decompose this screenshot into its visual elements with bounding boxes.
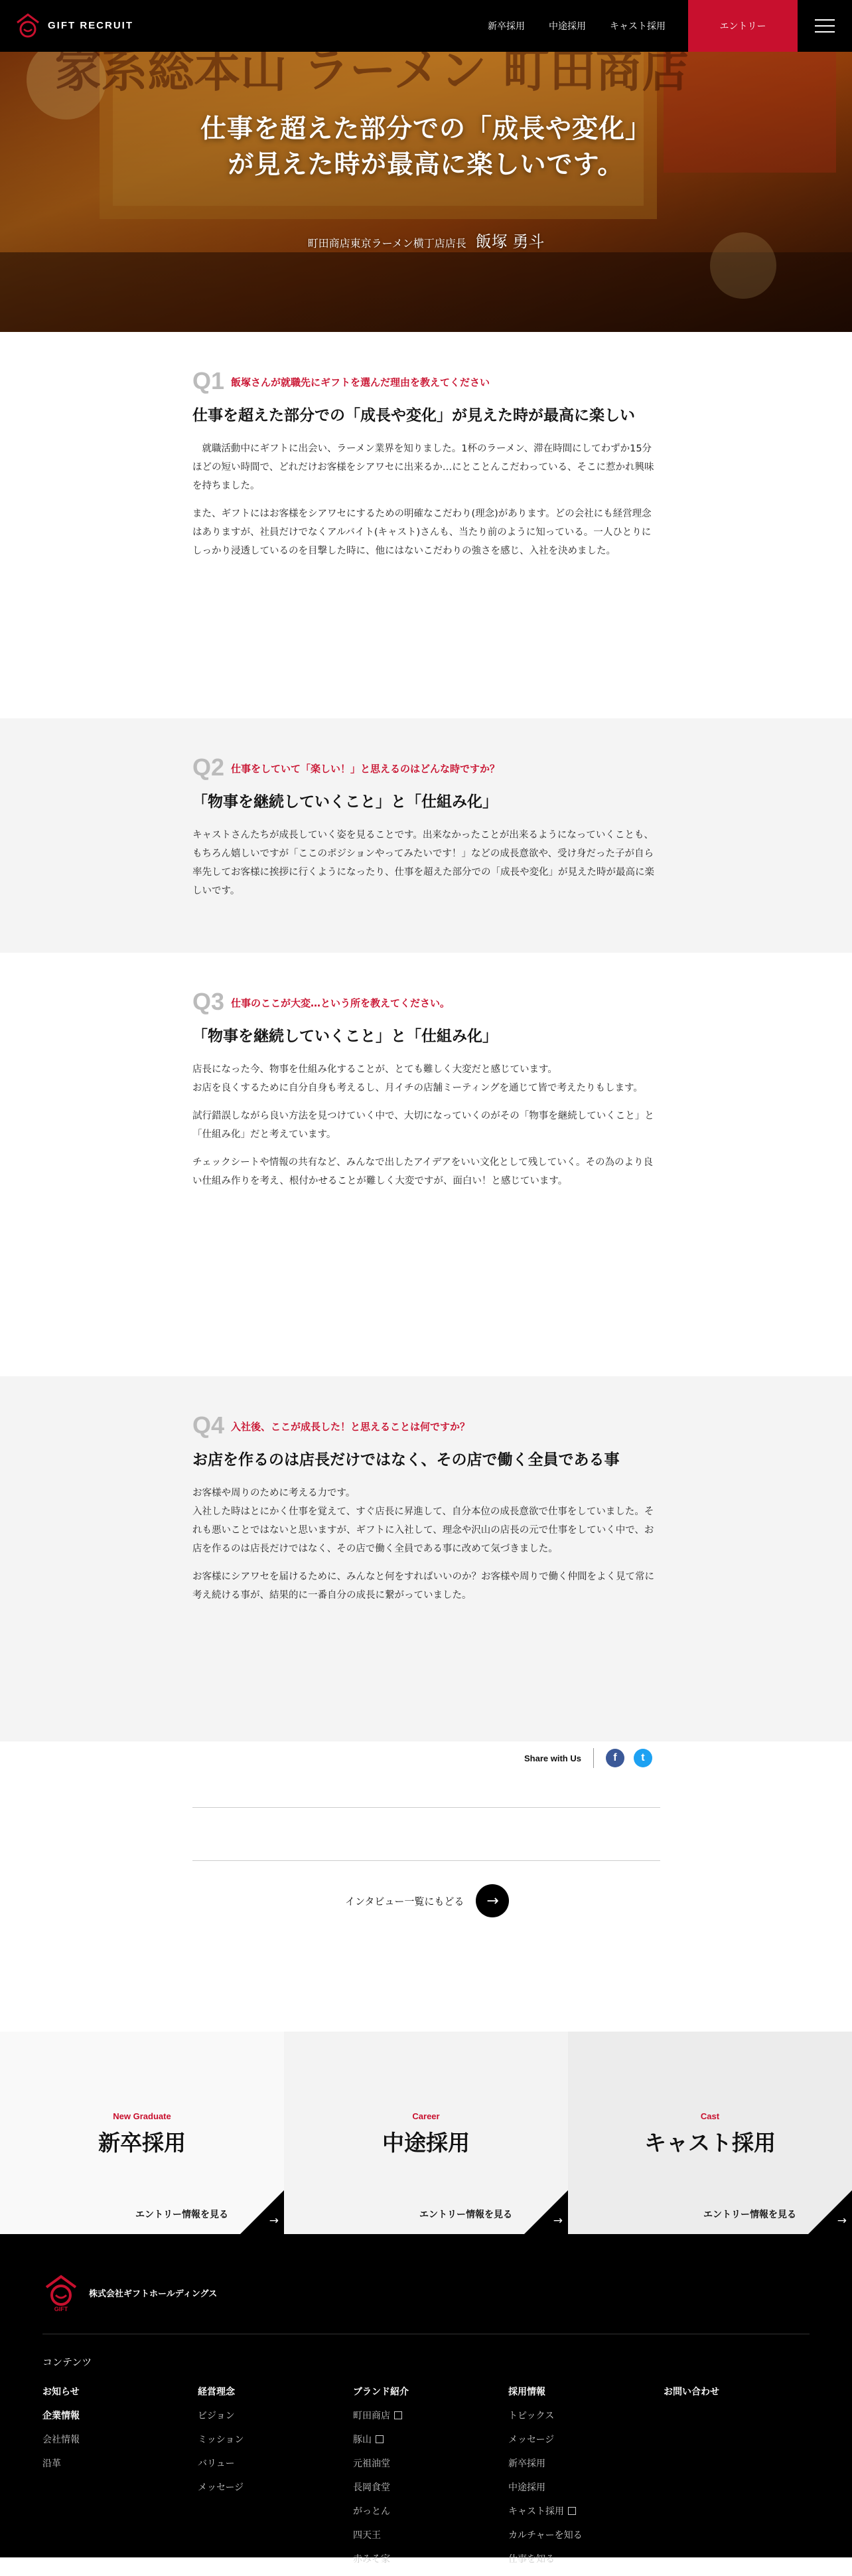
answer-paragraph: キャストさんたちが成長していく姿を見ることです。出来なかったことが出来るようになっていくことも、もちろん嬉しいですが「ここのポジションやってみたいです！」などの成長意欲や、受け身だった子が自ら率先してお客様に挨拶に行くようになったり、仕事を超えた部分での「成長や変化」が見えた時が最高に楽しいです。 xyxy=(192,830,654,896)
answer-body xyxy=(192,1060,660,1190)
answer-body xyxy=(192,1484,660,1605)
footer-logo-text: GIFT xyxy=(54,2306,68,2312)
footer-col-brands xyxy=(353,2385,409,2576)
entry-button[interactable]: エントリー xyxy=(688,0,798,52)
card-corner xyxy=(524,2190,568,2234)
arrow-right-icon: → xyxy=(553,2214,563,2227)
question-text: 仕事をしていて「楽しい！」と思えるのはどんな時ですか？ xyxy=(231,763,500,775)
footer-link[interactable]: 沿革 xyxy=(42,2458,61,2469)
question-text: 飯塚さんが就職先にギフトを選んだ理由を教えてください xyxy=(231,376,490,388)
footer-link[interactable] xyxy=(353,2433,409,2446)
answer-paragraph: お客様にシアワセを届けるために、みんなと何をすればいいのか？お客様や周りで働く仲間をよく見て常に考え続ける事が、結果的に一番自分の成長に繋がっていました。 xyxy=(192,1571,654,1601)
card-corner xyxy=(240,2190,284,2234)
site-header xyxy=(0,0,852,52)
answer-paragraph: お客様や周りのために考える力です。 入社した時はとにかく仕事を覚えて、すぐ店長に昇進して、自分本位の成長意欲で仕事をしていました。それも悪いことではないと思いますが、ギフトに入社して、理念や沢山の店長の元で仕事をしていく中で、お店を作るのは店長だけではなく、その店で働く全員である事に改めて気づきました。 xyxy=(192,1488,654,1554)
card-corner xyxy=(808,2190,852,2234)
global-nav xyxy=(488,0,689,52)
divider xyxy=(192,1807,660,1808)
twitter-icon[interactable]: t xyxy=(634,1749,652,1767)
arrow-right-icon: → xyxy=(837,2214,847,2227)
question-number: Q3 xyxy=(192,988,225,1015)
card-more-link[interactable]: エントリー情報を見る xyxy=(703,2210,796,2220)
card-career[interactable] xyxy=(284,2032,568,2234)
footer-link[interactable]: メッセージ xyxy=(508,2435,555,2445)
answer-title: 仕事を超えた部分での「成長や変化」が見えた時が最高に楽しい xyxy=(192,407,635,424)
logo-text: GIFT RECRUIT xyxy=(48,19,133,31)
answer-body xyxy=(192,826,660,900)
nav-cast[interactable]: キャスト採用 xyxy=(610,21,666,32)
card-more-link[interactable]: エントリー情報を見る xyxy=(419,2210,512,2220)
footer-link[interactable]: 四天王 xyxy=(353,2530,381,2541)
answer-title: 「物事を継続していくこと」と「仕組み化」 xyxy=(192,793,498,811)
footer-link[interactable]: 元祖油堂 xyxy=(353,2458,390,2469)
qa-section-4 xyxy=(0,1376,852,1741)
footer-link[interactable] xyxy=(508,2504,583,2518)
company-name: 株式会社ギフトホールディングス xyxy=(89,2289,218,2299)
footer-link[interactable]: バリュー xyxy=(198,2458,235,2469)
qa-section-3 xyxy=(0,953,852,1376)
interviewee-role: 町田商店東京ラーメン横丁店店長 xyxy=(307,237,466,250)
footer-link[interactable] xyxy=(353,2409,409,2422)
answer-paragraph: チェックシートや情報の共有など、みんなで出したアイデアをいい文化として残していく。その為のより良い仕組み作りを考え、根付かせることが難しく大変ですが、面白い！と感じています。 xyxy=(192,1157,653,1186)
footer-link[interactable]: がっとん xyxy=(353,2506,390,2517)
divider xyxy=(192,1860,660,1861)
answer-title: 「物事を継続していくこと」と「仕組み化」 xyxy=(192,1028,498,1045)
footer-link[interactable]: トピックス xyxy=(508,2411,555,2421)
page-title: 仕事を超えた部分での「成長や変化」が見えた時が最高に楽しいです。 xyxy=(200,114,652,180)
card-en: Career xyxy=(412,2111,440,2121)
footer-col-company xyxy=(42,2385,80,2480)
footer-link[interactable]: 会社情報 xyxy=(42,2435,80,2445)
nav-new-graduate[interactable]: 新卒採用 xyxy=(488,21,525,32)
external-link-icon xyxy=(376,2435,384,2443)
question-number: Q2 xyxy=(192,754,225,781)
footer-col-contact xyxy=(664,2385,719,2409)
arrow-right-icon: → xyxy=(476,1884,509,1917)
footer-link[interactable]: ビジョン xyxy=(198,2411,235,2421)
site-footer xyxy=(0,2234,852,2565)
footer-col-heading[interactable]: 採用情報 xyxy=(508,2387,545,2397)
question-text: 入社後、ここが成長した！と思えることは何ですか？ xyxy=(231,1421,470,1433)
card-en: Cast xyxy=(700,2111,720,2121)
hamburger-menu-icon[interactable] xyxy=(798,0,852,52)
footer-col-heading[interactable]: お問い合わせ xyxy=(664,2387,719,2397)
card-cast[interactable] xyxy=(568,2032,852,2234)
facebook-icon[interactable]: f xyxy=(606,1749,624,1767)
footer-link[interactable]: 中途採用 xyxy=(508,2482,545,2493)
card-en: New Graduate xyxy=(113,2111,171,2121)
qa-section-1 xyxy=(0,332,852,718)
gift-logo-icon xyxy=(15,11,41,40)
nav-career[interactable]: 中途採用 xyxy=(549,21,586,32)
back-label: インタビュー一覧にもどる xyxy=(345,1895,464,1907)
footer-link[interactable]: 新卒採用 xyxy=(508,2458,545,2469)
external-link-icon xyxy=(394,2411,402,2419)
footer-col-heading[interactable]: 経営理念 xyxy=(198,2387,235,2397)
share-divider xyxy=(593,1748,594,1768)
footer-logo[interactable] xyxy=(42,2273,217,2312)
footer-link[interactable]: 企業情報 xyxy=(42,2411,80,2421)
card-more-link[interactable]: エントリー情報を見る xyxy=(135,2210,228,2220)
footer-link[interactable]: カルチャーを知る xyxy=(508,2530,583,2541)
footer-col-heading[interactable]: ブランド紹介 xyxy=(353,2387,409,2397)
question-text: 仕事のここが大変…という所を教えてください。 xyxy=(231,997,451,1009)
footer-link[interactable]: 赤みそ家 xyxy=(353,2554,390,2565)
arrow-right-icon: → xyxy=(269,2214,279,2227)
question-number: Q4 xyxy=(192,1411,225,1439)
footer-link-label: 町田商店 xyxy=(353,2411,390,2421)
footer-link-label: キャスト採用 xyxy=(508,2506,564,2517)
gift-holdings-logo-icon xyxy=(42,2273,80,2312)
footer-col-philosophy xyxy=(198,2385,244,2504)
footer-link[interactable]: ミッション xyxy=(198,2435,244,2445)
answer-paragraph: 試行錯誤しながら良い方法を見つけていく中で、大切になっていくのがその「物事を継続していくこと」と「仕組み化」だと考えています。 xyxy=(192,1111,654,1140)
external-link-icon xyxy=(568,2507,576,2515)
share-label: Share with Us xyxy=(524,1753,581,1763)
answer-body xyxy=(192,440,660,560)
card-title: 新卒採用 xyxy=(98,2130,186,2156)
answer-paragraph: また、ギフトにはお客様をシアワセにするための明確なこだわり(理念)があります。どの会社にも経営理念はありますが、社員だけでなくアルバイト(キャスト)さんも、当たり前のように知っている。一人ひとりにしっかり浸透しているのを目撃した時に、他にはないこだわりの強さを感じ、入社を決めました。 xyxy=(192,509,652,556)
card-title: 中途採用 xyxy=(382,2130,470,2156)
footer-link[interactable]: 仕事を知る xyxy=(508,2554,555,2565)
interviewee-name: 飯塚 勇斗 xyxy=(475,232,545,251)
interviewee xyxy=(194,228,658,252)
footer-col-recruit xyxy=(508,2385,583,2576)
footer-contents-label: コンテンツ xyxy=(42,2356,92,2368)
recruit-cards xyxy=(0,2032,852,2234)
qa-section-2 xyxy=(0,718,852,953)
card-new-graduate[interactable] xyxy=(0,2032,284,2234)
footer-link[interactable]: 長岡食堂 xyxy=(353,2482,390,2493)
footer-link[interactable]: メッセージ xyxy=(198,2482,244,2493)
share-bar xyxy=(524,1748,652,1768)
footer-link-label: 豚山 xyxy=(353,2435,372,2445)
question-number: Q1 xyxy=(192,367,225,394)
footer-link[interactable]: お知らせ xyxy=(42,2387,80,2397)
card-title: キャスト採用 xyxy=(644,2130,776,2156)
site-logo[interactable] xyxy=(15,11,133,40)
answer-title: お店を作るのは店長だけではなく、その店で働く全員である事 xyxy=(192,1451,620,1469)
back-to-interviews[interactable] xyxy=(345,1884,509,1917)
answer-paragraph: 就職活動中にギフトに出会い、ラーメン業界を知りました。1杯のラーメン、滞在時間にしてわずか15分ほどの短い時間で、どれだけお客様をシアワセに出来るか…にとことんこだわっている、そこに惹かれ興味を持ちました。 xyxy=(192,443,654,491)
answer-paragraph: 店長になった今、物事を仕組み化することが、とても難しく大変だと感じています。 お店を良くするために自分自身も考えるし、月イチの店舗ミーティングを通じて皆で考えたりもします。 xyxy=(192,1064,643,1093)
